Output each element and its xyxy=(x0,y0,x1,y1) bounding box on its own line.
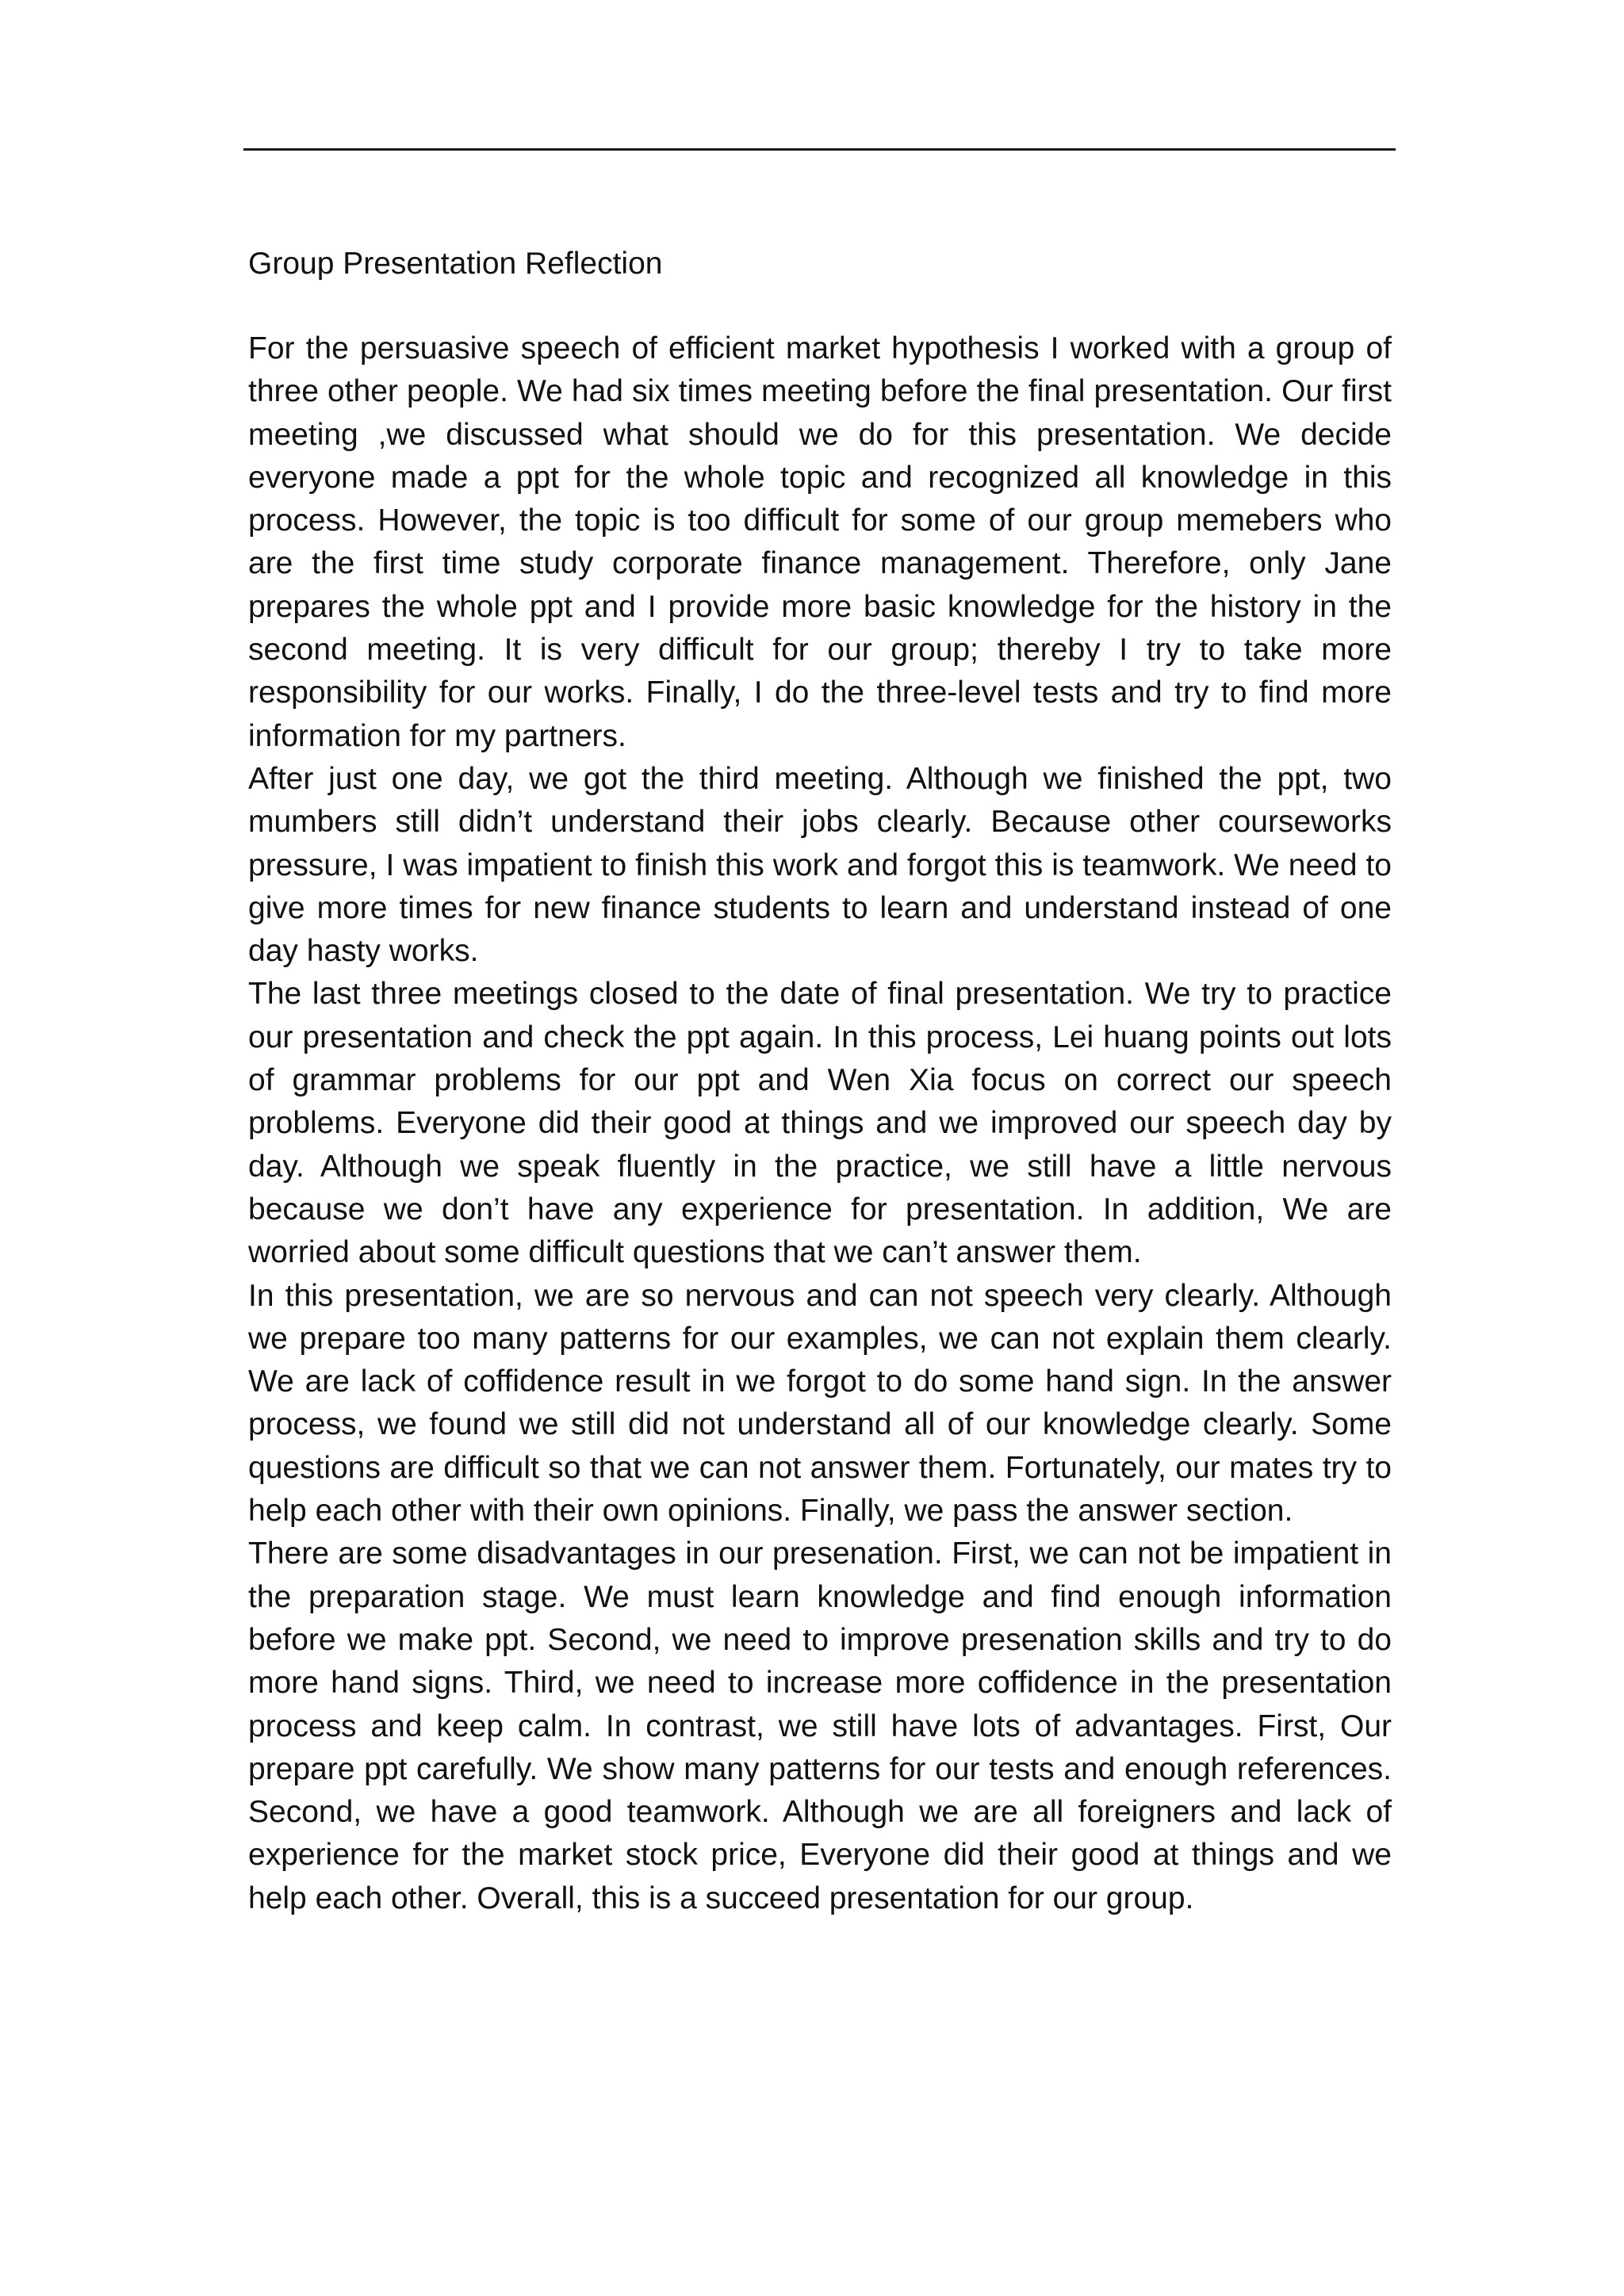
paragraph: The last three meetings closed to the date of final presentation. We try to practice our presentation and check the ppt again. In this process, Lei huang points out lots of grammar problems for our ppt and Wen Xia focus on correct our speech problems. Everyone did their good at things and we improved our speech day by day. Although we speak fluently in the practice, we still have a little nervous because we don’t have any experience for presentation. In addition, We are worried about some difficult questions that we can’t answer them. xyxy=(248,977,1392,1270)
document-body xyxy=(248,327,1392,1920)
paragraph: There are some disadvantages in our presenation. First, we can not be impatient in the preparation stage. We must learn knowledge and find enough information before we make ppt. Second, we need to improve presenation skills and try to do more hand signs. Third, we need to increase more coffidence in the presentation process and keep calm. In contrast, we still have lots of advantages. First, Our prepare ppt carefully. We show many patterns for our tests and enough references. Second, we have a good teamwork. Although we are all foreigners and lack of experience for the market stock price, Everyone did their good at things and we help each other. Overall, this is a succeed presentation for our group. xyxy=(248,1536,1392,1915)
document-title: Group Presentation Reflection xyxy=(248,247,663,281)
header-rule xyxy=(243,148,1396,151)
paragraph: In this presentation, we are so nervous and can not speech very clearly. Although we prepare too many patterns for our examples, we can not explain them clearly. We are lack of coffidence result in we forgot to do some hand sign. In the answer process, we found we still did not understand all of our knowledge clearly. Some questions are difficult so that we can not answer them. Fortunately, our mates try to help each other with their own opinions. Finally, we pass the answer section. xyxy=(248,1278,1392,1529)
paragraph: After just one day, we got the third meeting. Although we finished the ppt, two mumbers still didn’t understand their jobs clearly. Because other courseworks pressure, I was impatient to finish this work and forgot this is teamwork. We need to give more times for new finance students to learn and understand instead of one day hasty works. xyxy=(248,761,1392,969)
paragraph: For the persuasive speech of efficient market hypothesis I worked with a group of three other people. We had six times meeting before the final presentation. Our first meeting ,we discussed what should we do for this presentation. We decide everyone made a ppt for the whole topic and recognized all knowledge in this process. However, the topic is too difficult for some of our group memebers who are the first time study corporate finance management. Therefore, only Jane prepares the whole ppt and I provide more basic knowledge for the history in the second meeting. It is very difficult for our group; thereby I try to take more responsibility for our works. Finally, I do the three-level tests and try to find more information for my partners. xyxy=(248,331,1392,753)
